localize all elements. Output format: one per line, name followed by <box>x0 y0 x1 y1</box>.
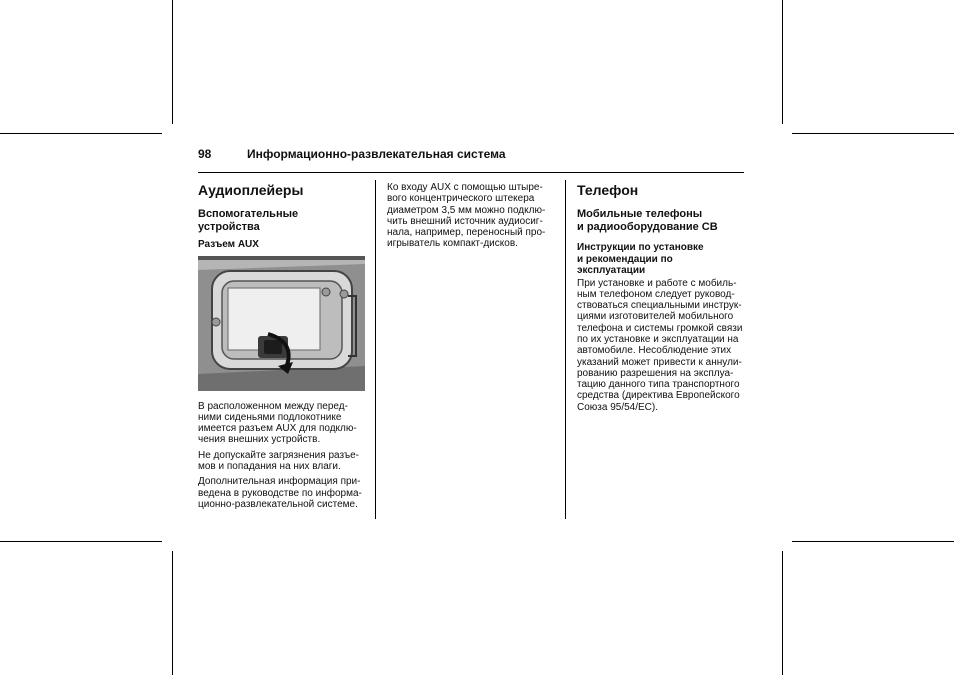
subheading-aux-devices: Вспомогательные устройства <box>198 208 299 233</box>
column-divider <box>375 180 376 519</box>
crop-mark <box>172 0 173 124</box>
crop-mark <box>0 541 162 542</box>
subheading-mobile-phones: Мобильные телефоны и радиооборудование CB <box>577 208 718 233</box>
heading-audio-players: Аудиоплейеры <box>198 182 304 198</box>
header-rule <box>198 172 744 173</box>
aux-jack-illustration <box>198 256 365 391</box>
paragraph: Не допускайте загрязнения разъе- мов и попадания на них влаги. <box>198 449 359 472</box>
crop-mark <box>792 541 954 542</box>
crop-mark <box>792 133 954 134</box>
paragraph: Дополнительная информация при- ведена в руководстве по информа- ционно-развлекательной системе. <box>198 476 362 510</box>
paragraph: При установке и работе с мобиль- ным телефоном следует руковод- ствоваться специальными инструк- циями изготовителей мобильного телефона и системы громкой связи по их установке и эксплуатации на автомобиле. Несоблюдение этих указаний может привести к аннули- рованию разрешения на эксплуа- тацию данного типа транспортного средства (директива Европейского Союза 95/54/EC). <box>577 277 743 413</box>
crop-mark <box>782 0 783 124</box>
crop-mark <box>172 551 173 675</box>
subheading-aux-jack: Разъем AUX <box>198 239 259 250</box>
paragraph: Ко входу AUX с помощью штыре- вого концентрического штекера диаметром 3,5 мм можно подклю- чить внешний источник аудиосиг- нала, например, переносный про- игрыватель компакт-дисков. <box>387 182 546 250</box>
column-3 <box>577 182 749 417</box>
section-title: Информационно-развлекательная система <box>247 147 506 161</box>
armrest-aux-drawing <box>198 256 365 391</box>
subheading-installation-instructions: Инструкции по установке и рекомендации по эксплуатации <box>577 242 704 276</box>
heading-telephone: Телефон <box>577 182 639 198</box>
column-divider <box>565 180 566 519</box>
crop-mark <box>0 133 162 134</box>
paragraph: В расположенном между перед- ними сиденьями подлокотнике имеется разъем AUX для подклю- чения внешних устройств. <box>198 400 357 446</box>
page-number: 98 <box>198 147 212 161</box>
crop-mark <box>782 551 783 675</box>
column-1 <box>198 182 370 514</box>
column-2 <box>387 182 559 254</box>
